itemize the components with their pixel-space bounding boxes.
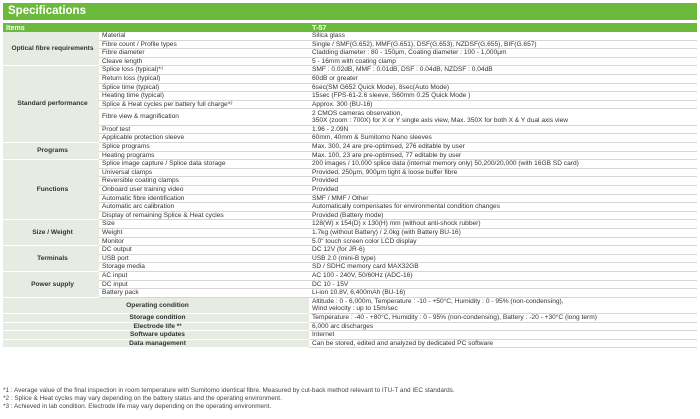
item-value-line: 350X (zoom : 700X) for X or Y single axis view, Max. 350X for both X & Y dual axis view <box>312 117 569 125</box>
table-row <box>3 314 697 323</box>
item-label: Universal clamps <box>99 168 309 177</box>
item-value: Provided, 250μm, 900μm tight & loose buffer fibre <box>309 168 697 177</box>
item-label: Storage media <box>99 263 309 272</box>
footnote-3: *3 : Achieved in lab condition. Electrode life may vary depending on the operating environment. <box>3 403 272 411</box>
item-value: Automatically compensates for environmental condition changes <box>309 203 697 212</box>
item-label: Splice programs <box>99 143 309 152</box>
table-row <box>3 83 697 92</box>
item-label: AC input <box>99 271 309 280</box>
item-value: Li-ion 10.8V, 6,400mAh (BU-16) <box>309 289 697 298</box>
item-value: Can be stored, edited and analyzed by dedicated PC software <box>309 339 697 348</box>
table-row <box>3 289 697 298</box>
category-electrode: Electrode life *³ <box>3 322 309 331</box>
item-value: 5.0" touch screen color LCD display <box>309 237 697 246</box>
item-label: Splice time (typical) <box>99 83 309 92</box>
category-programs: Programs <box>3 143 99 160</box>
item-value: Max. 100, 23 are pre-optimsed, 77 editable by user <box>309 151 697 160</box>
item-label: DC input <box>99 280 309 289</box>
item-value: Max. 300, 24 are pre-optimsed, 276 editable by user <box>309 143 697 152</box>
item-value: 60mm, 40mm & Sumitomo Nano sleeves <box>309 134 697 143</box>
table-row <box>3 143 697 152</box>
table-row <box>3 168 697 177</box>
table-row <box>3 211 697 220</box>
item-value: Internet <box>309 331 697 340</box>
item-value: Single / SMF(G.652), MMF(G.651), DSF(G.653), NZDSF(G.655), BIF(G.657) <box>309 40 697 49</box>
item-label: Fibre view & magnification <box>99 109 309 125</box>
item-label: Splice image capture / Splice data storage <box>99 160 309 169</box>
category-storage: Storage condition <box>3 314 309 323</box>
table-row <box>3 100 697 109</box>
table-row <box>3 297 697 313</box>
table-row <box>3 134 697 143</box>
item-value: Provided <box>309 177 697 186</box>
table-row <box>3 177 697 186</box>
table-row <box>3 322 697 331</box>
table-row <box>3 75 697 84</box>
item-value: USB 2.0 (mini-B type) <box>309 254 697 263</box>
item-value: Approx. 300 (BU-16) <box>309 100 697 109</box>
item-value-line: Altitude : 0 - 6,000m, Temperature : -10 - +50°C, Humidity : 0 - 95% (non-condensing), <box>312 297 564 305</box>
table-row <box>3 263 697 272</box>
item-value: 1.96 - 2.09N <box>309 125 697 134</box>
item-label: Size <box>99 220 309 229</box>
footnotes <box>3 387 697 412</box>
item-value: 6sec(SM G652 Quick Mode), 8sec(Auto Mode) <box>309 83 697 92</box>
item-value-line: 2 CMOS cameras observation, <box>312 109 403 117</box>
table-row <box>3 185 697 194</box>
item-value: 1.7kg (without Battery) / 2.0kg (with Battery BU-16) <box>309 228 697 237</box>
model-header: T-57 <box>309 23 697 32</box>
table-row <box>3 40 697 49</box>
item-value: Provided (Battery mode) <box>309 211 697 220</box>
item-value: AC 100 - 240V, 50/60Hz (ADC-16) <box>309 271 697 280</box>
item-label: Cleave length <box>99 57 309 66</box>
table-header-row <box>3 23 697 32</box>
table-row <box>3 246 697 255</box>
table-row <box>3 194 697 203</box>
item-value: 5 - 16mm with coating clamp <box>309 57 697 66</box>
table-row <box>3 57 697 66</box>
item-value: 15sec (FPS-61-2.6 sleeve, S60mm 0.25 Quick Mode ) <box>309 92 697 101</box>
item-label: Monitor <box>99 237 309 246</box>
table-row <box>3 203 697 212</box>
category-functions: Functions <box>3 160 99 220</box>
footnote-1: *1 : Average value of the final inspection in room temperature with Sumitomo identical fibre. Measured by cut-back method relevant to ITU-T and IEC standards. <box>3 387 455 394</box>
category-operating: Operating condition <box>3 297 309 313</box>
table-row <box>3 109 697 125</box>
footnote-2: *2 : Splice & Heat cycles may vary depending on the battery status and the operating environment. <box>3 395 282 403</box>
item-label: Onboard user training video <box>99 185 309 194</box>
table-row <box>3 151 697 160</box>
item-label: Heating programs <box>99 151 309 160</box>
item-label: Material <box>99 32 309 40</box>
item-value: 200 images / 10,000 splice data (internal memory only) 50,200/20,000 (with 16GB SD card) <box>309 160 697 169</box>
item-label: Splice & Heat cycles per battery full charge*² <box>99 100 309 109</box>
item-label: Weight <box>99 228 309 237</box>
item-label: Display of remaining Splice & Heat cycles <box>99 211 309 220</box>
item-label: Proof test <box>99 125 309 134</box>
item-value: DC 10 - 15V <box>309 280 697 289</box>
item-value <box>309 109 697 125</box>
table-row <box>3 339 697 348</box>
table-row <box>3 49 697 58</box>
item-label: USB port <box>99 254 309 263</box>
item-value: Temperature : -40 - +80°C, Humidity : 0 - 95% (non-condensing), Battery : -20 - +30°C (long term) <box>309 314 697 323</box>
table-row <box>3 32 697 40</box>
item-label: Battery pack <box>99 289 309 298</box>
table-row <box>3 92 697 101</box>
category-data: Data management <box>3 339 309 348</box>
category-software: Software updates <box>3 331 309 340</box>
items-header: Items <box>3 23 309 32</box>
item-label: Reversible coating clamps <box>99 177 309 186</box>
table-row <box>3 160 697 169</box>
item-value: DC 12V (for JR-6) <box>309 246 697 255</box>
item-value: Silica glass <box>309 32 697 40</box>
item-label: Splice loss (typical)*¹ <box>99 66 309 75</box>
item-label: Applicable protection sleeve <box>99 134 309 143</box>
category-standard: Standard performance <box>3 66 99 143</box>
item-label: Fibre diameter <box>99 49 309 58</box>
item-label: Automatic arc calibration <box>99 203 309 212</box>
table-row <box>3 331 697 340</box>
table-row <box>3 237 697 246</box>
item-label: DC output <box>99 246 309 255</box>
table-row <box>3 66 697 75</box>
category-optical: Optical fibre requirements <box>3 32 99 66</box>
item-value-line: Wind velocity : up to 15m/sec <box>312 305 398 313</box>
page-title: Specifications <box>3 3 697 20</box>
item-value <box>309 297 697 313</box>
item-value: SMF / MMF / Other <box>309 194 697 203</box>
item-value: SD / SDHC memory card MAX32GB <box>309 263 697 272</box>
category-size: Size / Weight <box>3 220 99 246</box>
category-terminals: Terminals <box>3 246 99 272</box>
table-row <box>3 220 697 229</box>
item-value: 128(W) x 154(D) x 130(H) mm (without anti-shock rubber) <box>309 220 697 229</box>
item-label: Fibre count / Profile types <box>99 40 309 49</box>
item-label: Automatic fibre identification <box>99 194 309 203</box>
table-row <box>3 254 697 263</box>
table-row <box>3 228 697 237</box>
specifications-table <box>3 23 697 348</box>
item-label: Return loss (typical) <box>99 75 309 84</box>
table-row <box>3 280 697 289</box>
category-power: Power supply <box>3 271 99 297</box>
item-value: Cladding diameter : 80 - 150μm, Coating diameter : 100 - 1,000μm <box>309 49 697 58</box>
table-row <box>3 271 697 280</box>
item-value: 6,000 arc discharges <box>309 322 697 331</box>
item-value: SMF : 0.02dB, MMF : 0.01dB, DSF : 0.04dB, NZDSF : 0.04dB <box>309 66 697 75</box>
item-value: 60dB or greater <box>309 75 697 84</box>
item-value: Provided <box>309 185 697 194</box>
table-row <box>3 125 697 134</box>
item-label: Heating time (typical) <box>99 92 309 101</box>
